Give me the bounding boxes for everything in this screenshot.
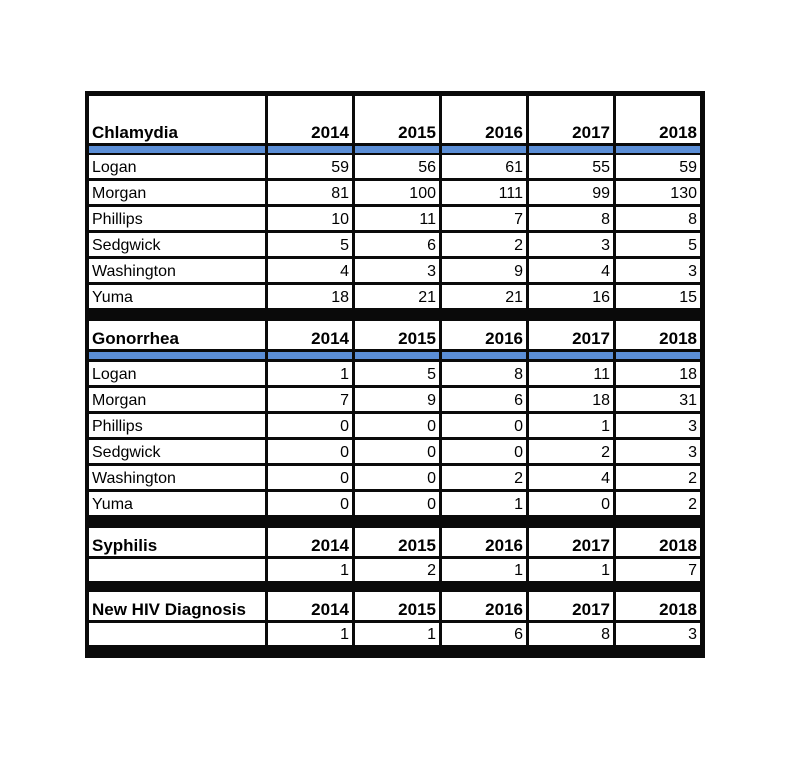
county-label [89,259,265,282]
count-cell-text: 0 [340,444,349,461]
count-cell [616,623,700,645]
gonorrhea-year-header [442,321,526,349]
count-cell-text: 0 [514,418,523,435]
count-cell [268,362,352,385]
count-cell [529,155,613,178]
count-cell-text: 16 [592,289,610,306]
count-cell [268,492,352,515]
count-cell [529,233,613,256]
count-cell-text: 0 [514,444,523,461]
count-cell-text: 2 [688,470,697,487]
count-cell-text: 6 [514,626,523,643]
county-label-text: Logan [92,366,137,383]
hiv-year-header-text: 2018 [659,600,697,619]
count-cell [529,492,613,515]
gonorrhea-separator [85,352,705,359]
chlamydia-separator [85,146,705,153]
hiv-title [89,592,265,620]
chlamydia-title [89,96,265,143]
count-cell-text: 5 [688,237,697,254]
count-cell-text: 0 [340,496,349,513]
gonorrhea-year-header [529,321,613,349]
count-cell [442,440,526,463]
hiv-year-header-text: 2015 [398,600,436,619]
count-cell-text: 1 [427,626,436,643]
table-row [85,623,705,645]
count-cell-text: 3 [688,418,697,435]
count-cell [268,259,352,282]
county-label [89,181,265,204]
count-cell [529,259,613,282]
count-cell [529,414,613,437]
count-cell [355,285,439,308]
table-row [85,559,705,581]
count-cell-text: 111 [498,185,523,202]
count-cell [616,559,700,581]
count-cell [355,623,439,645]
syphilis-year-header [268,528,352,556]
count-cell [355,233,439,256]
count-cell [616,440,700,463]
table-row [85,259,705,282]
std-case-tables [85,91,705,658]
count-cell-text: 1 [514,562,523,579]
chlamydia-title-text: Chlamydia [92,123,178,142]
count-cell-text: 0 [427,496,436,513]
count-cell [442,233,526,256]
count-cell-text: 59 [679,159,697,176]
count-cell [355,259,439,282]
count-cell-text: 8 [601,211,610,228]
count-cell-text: 0 [427,470,436,487]
chlamydia-separator-segment [529,146,613,153]
count-cell [355,466,439,489]
count-cell [529,440,613,463]
chlamydia-year-header-text: 2014 [311,123,349,142]
count-cell-text: 7 [688,562,697,579]
count-cell [616,388,700,411]
count-cell-text: 21 [418,289,436,306]
count-cell-text: 15 [679,289,697,306]
syphilis-year-header [616,528,700,556]
syphilis-header-row [85,528,705,556]
county-label [89,155,265,178]
chlamydia-separator-segment [355,146,439,153]
county-label [89,233,265,256]
count-cell-text: 9 [514,263,523,280]
count-cell [529,285,613,308]
count-cell [529,559,613,581]
gonorrhea-separator-segment [89,352,265,359]
count-cell [268,388,352,411]
county-label-text: Sedgwick [92,444,161,461]
chlamydia-year-header-text: 2017 [572,123,610,142]
hiv-year-header [442,592,526,620]
table-row [85,285,705,308]
county-label-text: Washington [92,263,176,280]
syphilis-year-header-text: 2017 [572,536,610,555]
chlamydia-year-header [268,96,352,143]
county-label-text: Logan [92,159,137,176]
count-cell-text: 1 [340,366,349,383]
count-cell [442,466,526,489]
count-cell-text: 6 [514,392,523,409]
count-cell [268,181,352,204]
count-cell-text: 6 [427,237,436,254]
count-cell [355,362,439,385]
syphilis-year-header [529,528,613,556]
hiv-title-text: New HIV Diagnosis [92,600,246,619]
county-label-text: Morgan [92,392,147,409]
syphilis-year-header-text: 2016 [485,536,523,555]
count-cell-text: 130 [670,185,697,202]
count-cell [442,388,526,411]
gonorrhea-year-header-text: 2018 [659,329,697,348]
county-label [89,362,265,385]
count-cell [268,559,352,581]
count-cell-text: 7 [514,211,523,228]
hiv-year-header-text: 2014 [311,600,349,619]
hiv-year-header [529,592,613,620]
count-cell [616,466,700,489]
chlamydia-year-header-text: 2016 [485,123,523,142]
county-label [89,440,265,463]
gonorrhea-title [89,321,265,349]
count-cell [442,414,526,437]
hiv-year-header [616,592,700,620]
count-cell-text: 0 [427,418,436,435]
county-label-text: Phillips [92,418,143,435]
syphilis-year-header-text: 2014 [311,536,349,555]
county-label-text: Phillips [92,211,143,228]
count-cell-text: 2 [514,237,523,254]
count-cell-text: 18 [679,366,697,383]
count-cell-text: 21 [505,289,523,306]
county-label [89,285,265,308]
count-cell-text: 8 [688,211,697,228]
table-row [85,207,705,230]
count-cell [268,440,352,463]
count-cell [442,259,526,282]
count-cell-text: 59 [331,159,349,176]
count-cell-text: 3 [688,626,697,643]
count-cell [268,466,352,489]
count-cell-text: 1 [601,562,610,579]
count-cell [268,207,352,230]
count-cell-text: 3 [427,263,436,280]
count-cell-text: 2 [688,496,697,513]
count-cell-text: 1 [340,626,349,643]
gonorrhea-year-header-text: 2014 [311,329,349,348]
count-cell [442,492,526,515]
count-cell-text: 2 [601,444,610,461]
county-label-text: Sedgwick [92,237,161,254]
count-cell [529,388,613,411]
hiv-year-header-text: 2017 [572,600,610,619]
chlamydia-year-header [355,96,439,143]
hiv-year-header [268,592,352,620]
chlamydia-separator-segment [89,146,265,153]
count-cell [529,181,613,204]
count-cell [268,414,352,437]
count-cell [442,559,526,581]
count-cell-text: 31 [679,392,697,409]
count-cell [355,492,439,515]
chlamydia-separator-segment [442,146,526,153]
table-row [85,181,705,204]
chlamydia-separator-segment [616,146,700,153]
gonorrhea-title-text: Gonorrhea [92,329,179,348]
count-cell-text: 11 [419,211,436,228]
count-cell-text: 9 [427,392,436,409]
table-row [85,466,705,489]
count-cell-text: 3 [688,263,697,280]
count-cell-text: 0 [340,418,349,435]
syphilis-title [89,528,265,556]
county-label [89,559,265,581]
count-cell [355,181,439,204]
count-cell-text: 100 [409,185,436,202]
count-cell-text: 8 [514,366,523,383]
count-cell [355,559,439,581]
count-cell-text: 0 [427,444,436,461]
count-cell [442,155,526,178]
count-cell-text: 3 [688,444,697,461]
count-cell-text: 0 [601,496,610,513]
gonorrhea-separator-segment [529,352,613,359]
count-cell [529,207,613,230]
chlamydia-year-header [442,96,526,143]
count-cell [616,414,700,437]
count-cell [355,155,439,178]
county-label [89,623,265,645]
gonorrhea-year-header-text: 2015 [398,329,436,348]
count-cell-text: 11 [593,366,610,383]
count-cell-text: 3 [601,237,610,254]
count-cell-text: 81 [331,185,349,202]
count-cell-text: 4 [340,263,349,280]
syphilis-year-header [442,528,526,556]
count-cell [616,155,700,178]
syphilis-title-text: Syphilis [92,536,158,555]
count-cell [442,207,526,230]
gonorrhea-separator-segment [442,352,526,359]
chlamydia-separator-segment [268,146,352,153]
gonorrhea-year-header-text: 2017 [572,329,610,348]
count-cell-text: 1 [514,496,523,513]
count-cell [355,414,439,437]
count-cell [616,181,700,204]
table-row [85,440,705,463]
count-cell-text: 61 [505,159,523,176]
gonorrhea-separator-segment [268,352,352,359]
count-cell-text: 1 [601,418,610,435]
count-cell [355,388,439,411]
table-row [85,492,705,515]
count-cell [529,623,613,645]
count-cell-text: 4 [601,263,610,280]
syphilis-year-header [355,528,439,556]
chlamydia-year-header-text: 2015 [398,123,436,142]
table-row [85,362,705,385]
chlamydia-year-header-text: 2018 [659,123,697,142]
table-row [85,155,705,178]
count-cell-text: 10 [331,211,349,228]
count-cell [616,233,700,256]
count-cell-text: 5 [340,237,349,254]
count-cell [442,181,526,204]
count-cell-text: 2 [514,470,523,487]
syphilis-year-header-text: 2018 [659,536,697,555]
count-cell-text: 4 [601,470,610,487]
county-label [89,388,265,411]
count-cell [442,623,526,645]
count-cell [616,207,700,230]
table-row [85,414,705,437]
count-cell [616,259,700,282]
count-cell [442,285,526,308]
count-cell [268,155,352,178]
count-cell [529,466,613,489]
county-label [89,492,265,515]
chlamydia-year-header [616,96,700,143]
count-cell-text: 7 [340,392,349,409]
count-cell-text: 18 [592,392,610,409]
count-cell-text: 8 [601,626,610,643]
county-label-text: Washington [92,470,176,487]
gonorrhea-year-header [355,321,439,349]
count-cell-text: 56 [418,159,436,176]
count-cell [355,207,439,230]
gonorrhea-separator-segment [616,352,700,359]
syphilis-year-header-text: 2015 [398,536,436,555]
count-cell-text: 1 [340,562,349,579]
count-cell [616,285,700,308]
count-cell-text: 99 [592,185,610,202]
count-cell [268,285,352,308]
table-row [85,388,705,411]
count-cell-text: 2 [427,562,436,579]
gonorrhea-year-header [616,321,700,349]
count-cell-text: 55 [592,159,610,176]
county-label [89,466,265,489]
county-label [89,207,265,230]
county-label [89,414,265,437]
gonorrhea-year-header-text: 2016 [485,329,523,348]
county-label-text: Yuma [92,289,133,306]
count-cell [616,492,700,515]
count-cell [355,440,439,463]
gonorrhea-year-header [268,321,352,349]
gonorrhea-separator-segment [355,352,439,359]
hiv-header-row [85,592,705,620]
count-cell-text: 18 [331,289,349,306]
count-cell [616,362,700,385]
table-row [85,233,705,256]
count-cell-text: 0 [340,470,349,487]
hiv-year-header [355,592,439,620]
count-cell [268,623,352,645]
gonorrhea-header-row [85,321,705,349]
hiv-year-header-text: 2016 [485,600,523,619]
count-cell-text: 5 [427,366,436,383]
count-cell [268,233,352,256]
chlamydia-header-row [85,96,705,143]
county-label-text: Morgan [92,185,147,202]
county-label-text: Yuma [92,496,133,513]
count-cell [442,362,526,385]
chlamydia-year-header [529,96,613,143]
count-cell [529,362,613,385]
